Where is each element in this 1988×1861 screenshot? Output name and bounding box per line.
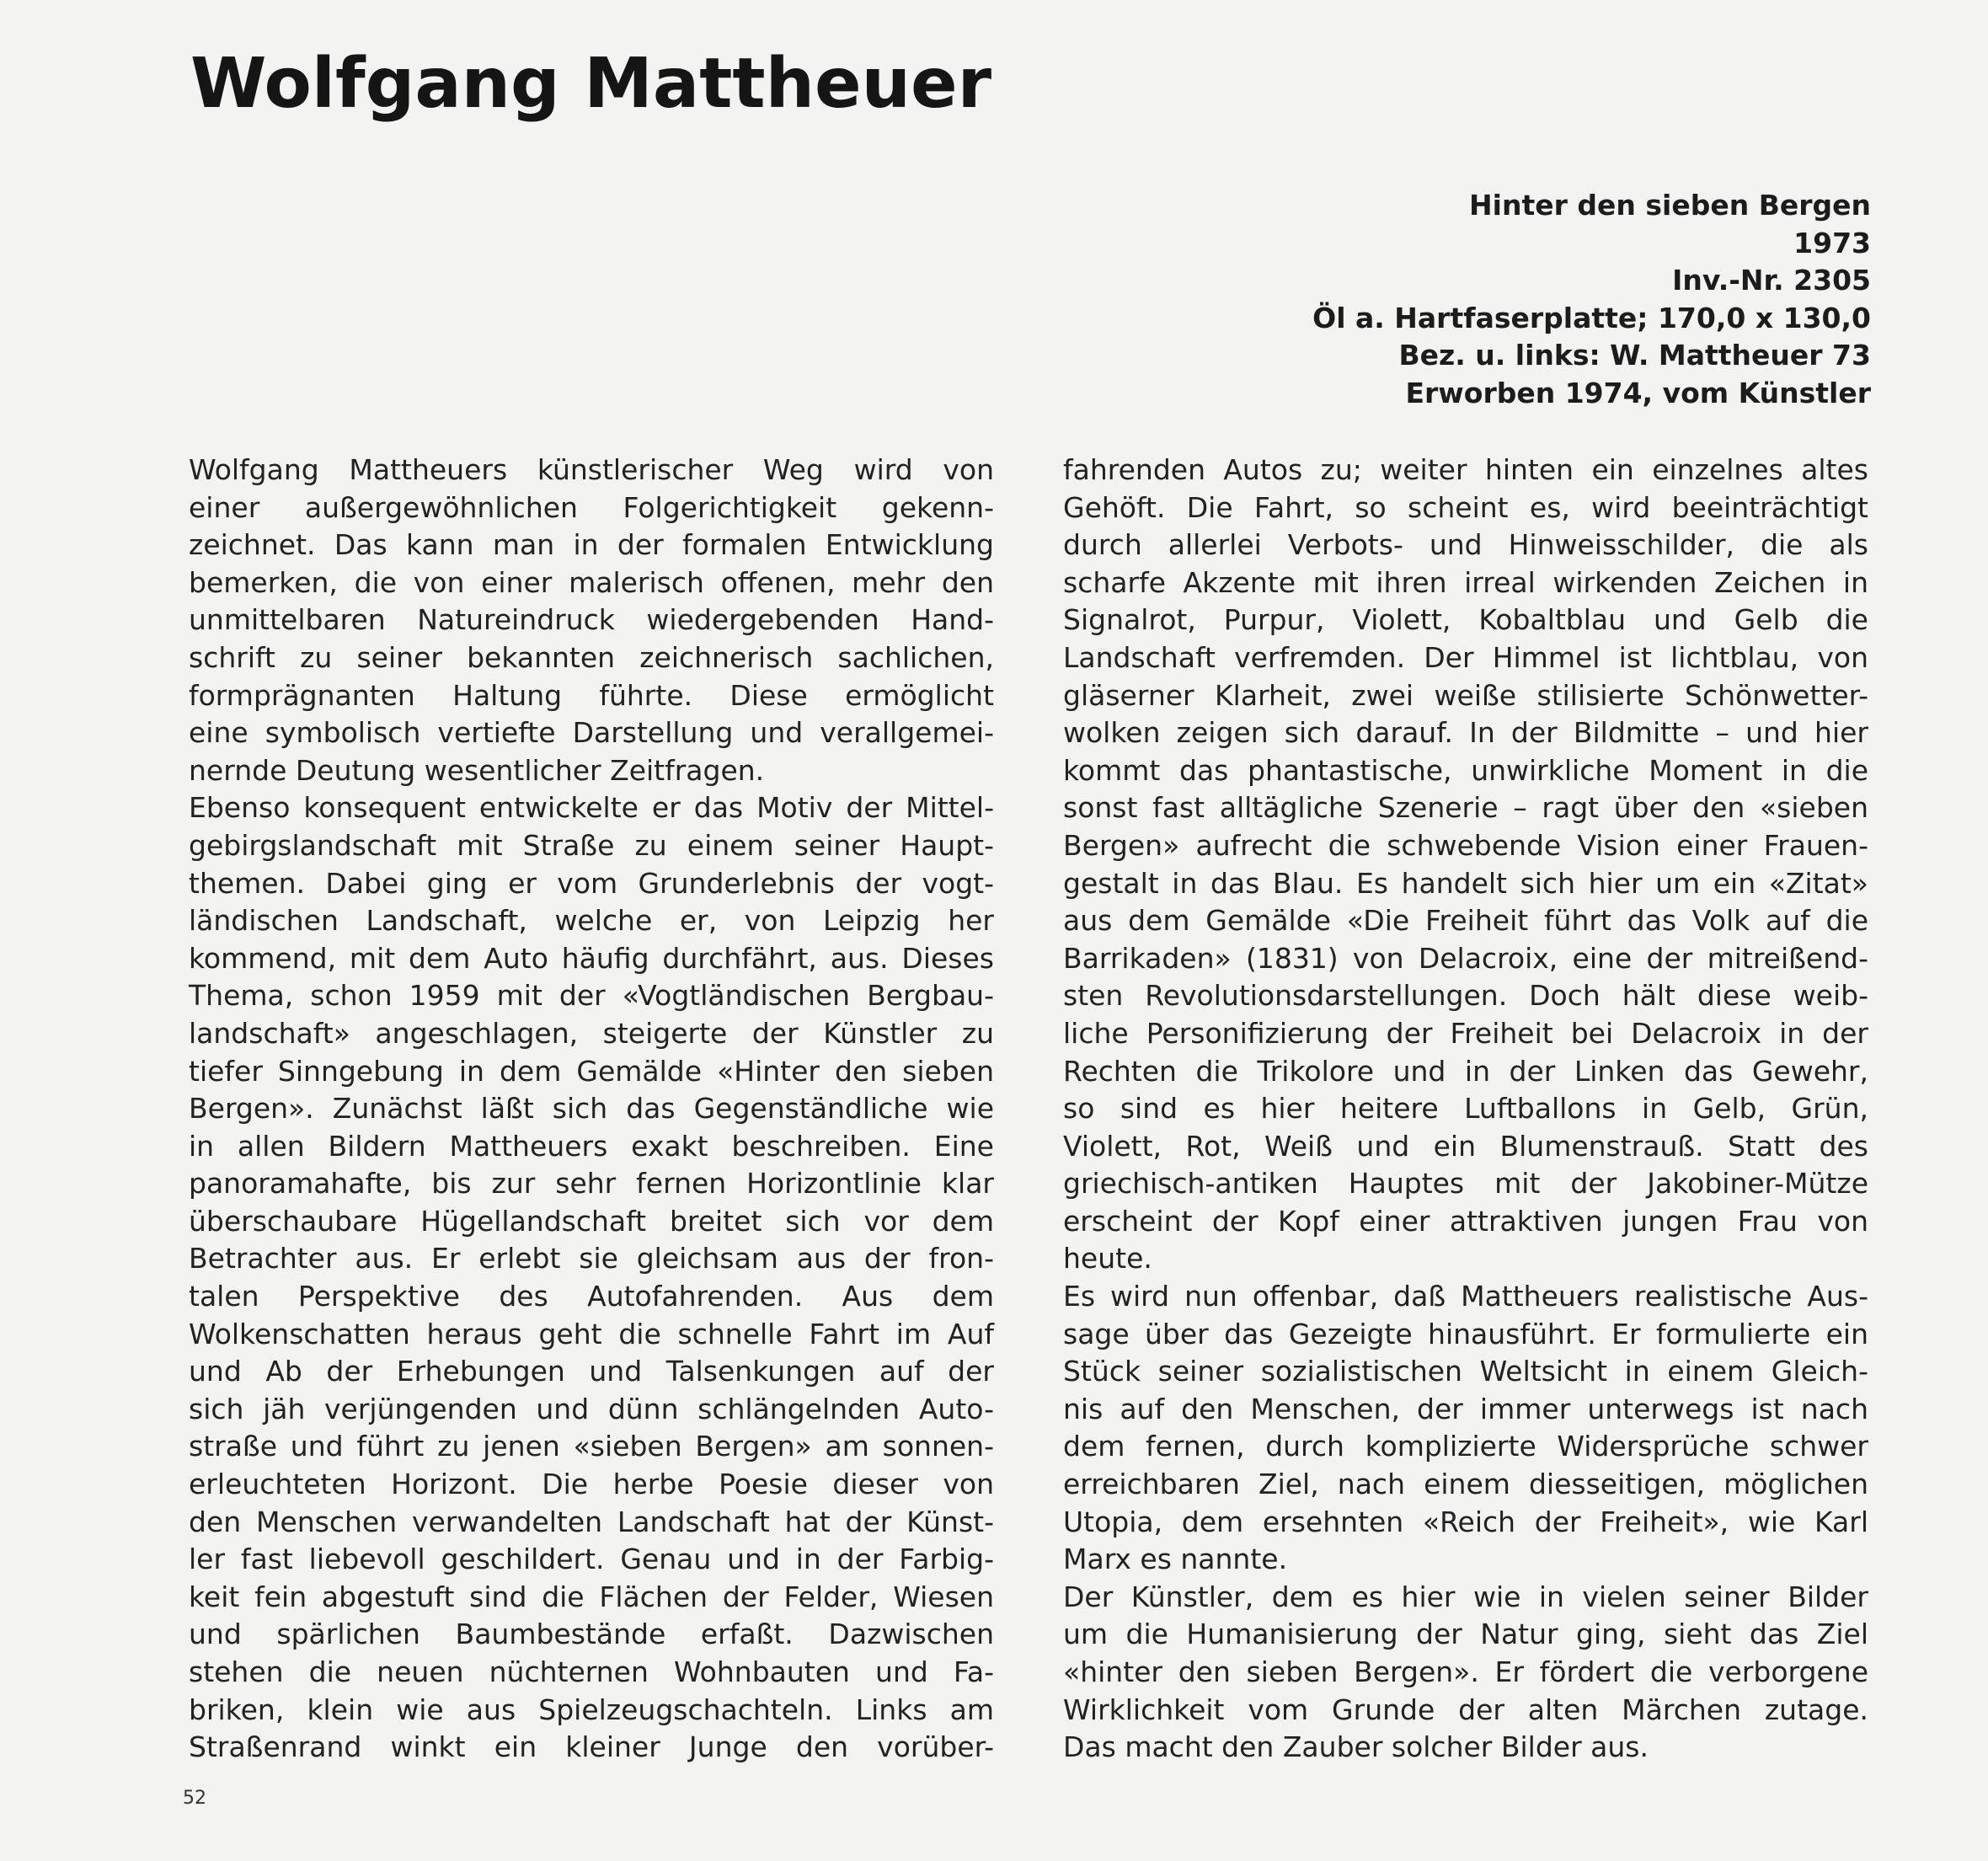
text-line: Wolfgang Mattheuers künstlerischer Weg wird von <box>189 453 994 486</box>
artwork-inventory: Inv.-Nr. 2305 <box>1672 264 1871 297</box>
text-line: Es wird nun offenbar, daß Mattheuers realistische Aus- <box>1063 1280 1868 1313</box>
text-line: Bergen» aufrecht die schwebende Vision einer Frauen- <box>1063 828 1868 862</box>
text-line: keit fein abgestuft sind die Flächen der Felder, Wiesen <box>189 1580 994 1613</box>
text-line: Rechten die Trikolore und in der Linken das Gewehr, <box>1063 1054 1868 1088</box>
text-line: eine symbolisch vertiefte Darstellung und verallgemei- <box>189 716 994 750</box>
text-line: wolken zeigen sich darauf. In der Bildmitte – und hier <box>1063 716 1868 750</box>
text-line: und Ab der Erhebungen und Talsenkungen auf der <box>189 1355 994 1388</box>
text-line: erleuchteten Horizont. Die herbe Poesie dieser von <box>189 1468 994 1501</box>
text-line: Marx es nannte. <box>1063 1543 1288 1576</box>
text-line: durch allerlei Verbots- und Hinweisschilder, die als <box>1063 528 1868 562</box>
text-line: themen. Dabei ging er vom Grunderlebnis der vogt- <box>189 866 994 900</box>
text-line: schrift zu seiner bekannten zeichnerisch sachlichen, <box>189 640 994 674</box>
text-line: Betrachter aus. Er erlebt sie gleichsam aus der fron- <box>189 1242 994 1275</box>
text-line: gläserner Klarheit, zwei weiße stilisierte Schönwetter- <box>1063 678 1868 712</box>
page-title: Wolfgang Mattheuer <box>190 44 992 124</box>
text-line: Das macht den Zauber solcher Bilder aus. <box>1063 1730 1649 1764</box>
text-line: bemerken, die von einer malerisch offenen, mehr den <box>189 565 994 599</box>
text-line: Landschaft verfremden. Der Himmel ist lichtblau, von <box>1063 640 1868 674</box>
text-line: und spärlichen Baumbestände erfaßt. Dazwischen <box>189 1618 994 1651</box>
text-line: einer außergewöhnlichen Folgerichtigkeit gekenn- <box>189 490 994 524</box>
text-line: kommend, mit dem Auto häufig durchfährt, aus. Dieses <box>189 941 994 975</box>
text-line: Signalrot, Purpur, Violett, Kobaltblau und Gelb die <box>1063 603 1868 637</box>
artwork-signature: Bez. u. links: W. Mattheuer 73 <box>1398 339 1871 372</box>
artwork-medium: Öl a. Hartfaserplatte; 170,0 x 130,0 <box>1312 301 1871 334</box>
text-line: so sind es hier heitere Luftballons in Gelb, Grün, <box>1063 1092 1868 1126</box>
text-line: Straßenrand winkt ein kleiner Junge den vorüber- <box>189 1730 994 1764</box>
text-line: griechisch-antiken Hauptes mit der Jakobiner-Mütze <box>1063 1167 1868 1201</box>
text-line: panoramahafte, bis zur sehr fernen Horizontlinie klar <box>189 1167 994 1201</box>
text-line: Barrikaden» (1831) von Delacroix, eine der mitreißend- <box>1063 941 1868 975</box>
text-line: Bergen». Zunächst läßt sich das Gegenständliche wie <box>189 1092 994 1126</box>
text-line: den Menschen verwandelten Landschaft hat der Künst- <box>189 1505 994 1538</box>
text-line: unmittelbaren Natureindruck wiedergebenden Hand- <box>189 603 994 637</box>
text-line: «hinter den sieben Bergen». Er fördert die verborgene <box>1063 1655 1868 1688</box>
text-line: aus dem Gemälde «Die Freiheit führt das Volk auf die <box>1063 904 1868 938</box>
text-line: scharfe Akzente mit ihren irreal wirkenden Zeichen in <box>1063 565 1868 599</box>
text-line: ler fast liebevoll geschildert. Genau und in der Farbig- <box>189 1543 994 1576</box>
body-column-left <box>189 452 994 1767</box>
text-line: Gehöft. Die Fahrt, so scheint es, wird beeinträchtigt <box>1063 490 1868 524</box>
body-column-right <box>1063 452 1868 1767</box>
text-line: landschaft» angeschlagen, steigerte der Künstler zu <box>189 1016 994 1050</box>
text-line: Thema, schon 1959 mit der «Vogtländischen Bergbau- <box>189 979 994 1013</box>
text-line: heute. <box>1063 1242 1152 1275</box>
page-number: 52 <box>183 1788 206 1809</box>
text-line: Ebenso konsequent entwickelte er das Motiv der Mittel- <box>189 791 994 825</box>
text-line: in allen Bildern Mattheuers exakt beschreiben. Eine <box>189 1129 994 1163</box>
text-line: sich jäh verjüngenden und dünn schlängelnden Auto- <box>189 1392 994 1425</box>
artwork-title: Hinter den sieben Bergen <box>1469 189 1871 222</box>
text-line: nernde Deutung wesentlicher Zeitfragen. <box>189 753 765 787</box>
text-line: Violett, Rot, Weiß und ein Blumenstrauß. Statt des <box>1063 1129 1868 1163</box>
text-line: sage über das Gezeigte hinausführt. Er formulierte ein <box>1063 1317 1868 1350</box>
text-line: dem fernen, durch komplizierte Widersprüche schwer <box>1063 1430 1868 1463</box>
text-line: Wirklichkeit vom Grunde der alten Märchen zutage. <box>1063 1693 1868 1726</box>
text-line: ländischen Landschaft, welche er, von Leipzig her <box>189 904 994 938</box>
text-line: erreichbaren Ziel, nach einem diesseitigen, möglichen <box>1063 1468 1868 1501</box>
text-line: Stück seiner sozialistischen Weltsicht in einem Gleich- <box>1063 1355 1868 1388</box>
text-line: tiefer Sinngebung in dem Gemälde «Hinter den sieben <box>189 1054 994 1088</box>
text-line: nis auf den Menschen, der immer unterwegs ist nach <box>1063 1392 1868 1425</box>
text-line: talen Perspektive des Autofahrenden. Aus dem <box>189 1280 994 1313</box>
artwork-info <box>1029 187 1871 413</box>
text-line: erscheint der Kopf einer attraktiven jungen Frau von <box>1063 1204 1868 1238</box>
text-line: straße und führt zu jenen «sieben Bergen» am sonnen- <box>189 1430 994 1463</box>
artwork-acquisition: Erworben 1974, vom Künstler <box>1405 376 1871 409</box>
text-line: überschaubare Hügellandschaft breitet sich vor dem <box>189 1204 994 1238</box>
text-line: Wolkenschatten heraus geht die schnelle Fahrt im Auf <box>189 1317 994 1350</box>
text-line: briken, klein wie aus Spielzeugschachteln. Links am <box>189 1693 994 1726</box>
text-line: liche Personifizierung der Freiheit bei Delacroix in der <box>1063 1016 1868 1050</box>
text-line: formprägnanten Haltung führte. Diese ermöglicht <box>189 678 994 712</box>
artwork-year: 1973 <box>1793 226 1871 259</box>
text-line: zeichnet. Das kann man in der formalen Entwicklung <box>189 528 994 562</box>
text-line: stehen die neuen nüchternen Wohnbauten und Fa- <box>189 1655 994 1688</box>
text-line: kommt das phantastische, unwirkliche Moment in die <box>1063 753 1868 787</box>
text-line: um die Humanisierung der Natur ging, sieht das Ziel <box>1063 1618 1868 1651</box>
text-line: fahrenden Autos zu; weiter hinten ein einzelnes altes <box>1063 453 1868 486</box>
text-line: gestalt in das Blau. Es handelt sich hier um ein «Zitat» <box>1063 866 1868 900</box>
text-line: Utopia, dem ersehnten «Reich der Freiheit», wie Karl <box>1063 1505 1868 1538</box>
text-line: gebirgslandschaft mit Straße zu einem seiner Haupt- <box>189 828 994 862</box>
text-line: sten Revolutionsdarstellungen. Doch hält diese weib- <box>1063 979 1868 1013</box>
text-line: sonst fast alltägliche Szenerie – ragt über den «sieben <box>1063 791 1868 825</box>
text-line: Der Künstler, dem es hier wie in vielen seiner Bilder <box>1063 1580 1868 1613</box>
